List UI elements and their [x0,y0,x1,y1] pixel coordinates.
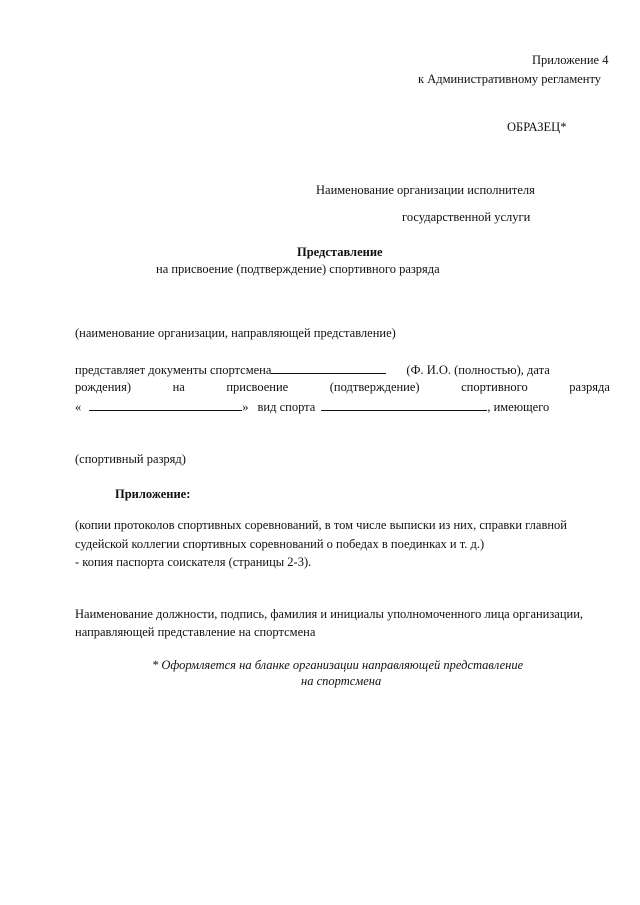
sport-rank-caption: (спортивный разряд) [75,452,186,466]
sport-line [75,399,549,415]
document-title: Представление [297,245,383,259]
footnote-line1: * Оформляется на бланке организации направляющей представление [152,658,524,672]
sport-blank [321,399,487,411]
birth-word: рождения) [75,380,132,394]
attachment-item1-line1 [75,518,610,533]
sample-mark: ОБРАЗЕЦ* [507,120,567,134]
quote-open: « [75,400,82,414]
attachment-heading: Приложение: [115,487,191,501]
sending-org-caption: (наименование организации, направляющей представление) [75,326,396,340]
docs-prefix: представляет документы спортсмена [75,363,272,377]
athlete-documents-line [75,362,550,378]
executing-org-line2: государственной услуги [402,210,531,224]
attachment-item2: - копия паспорта соискателя (страницы 2-3). [75,555,312,569]
birth-word: разряда [569,380,610,394]
birth-word: спортивного [461,380,528,394]
sport-kind-label: вид спорта [257,400,316,414]
appendix-number: Приложение 4 [532,53,609,67]
signature-line1: Наименование должности, подпись, фамилия и инициалы уполномоченного лица организации, [75,607,584,621]
rank-blank [89,399,242,411]
docs-suffix: (Ф. И.О. (полностью), дата [406,363,550,377]
signature-line2: направляющей представление на спортсмена [75,625,316,639]
executing-org-line1: Наименование организации исполнителя [316,183,535,197]
regulation-reference: к Административному регламенту [418,72,602,86]
having-label: , имеющего [487,400,550,414]
birth-line [75,380,610,395]
attachment-item1-text: (копии протоколов спортивных соревнований, в том числе выписки из них, справки главной [75,518,567,532]
birth-word: на [172,380,185,394]
footnote-line2: на спортсмена [301,674,382,688]
quote-close: » [242,400,249,414]
attachment-item1-line2: судейской коллегии спортивных соревнований о победах в поединках и т. д.) [75,537,485,551]
athlete-name-blank [271,362,386,374]
birth-word: присвоение [226,380,289,394]
birth-word: (подтверждение) [329,380,420,394]
document-subtitle: на присвоение (подтверждение) спортивного разряда [156,262,440,276]
